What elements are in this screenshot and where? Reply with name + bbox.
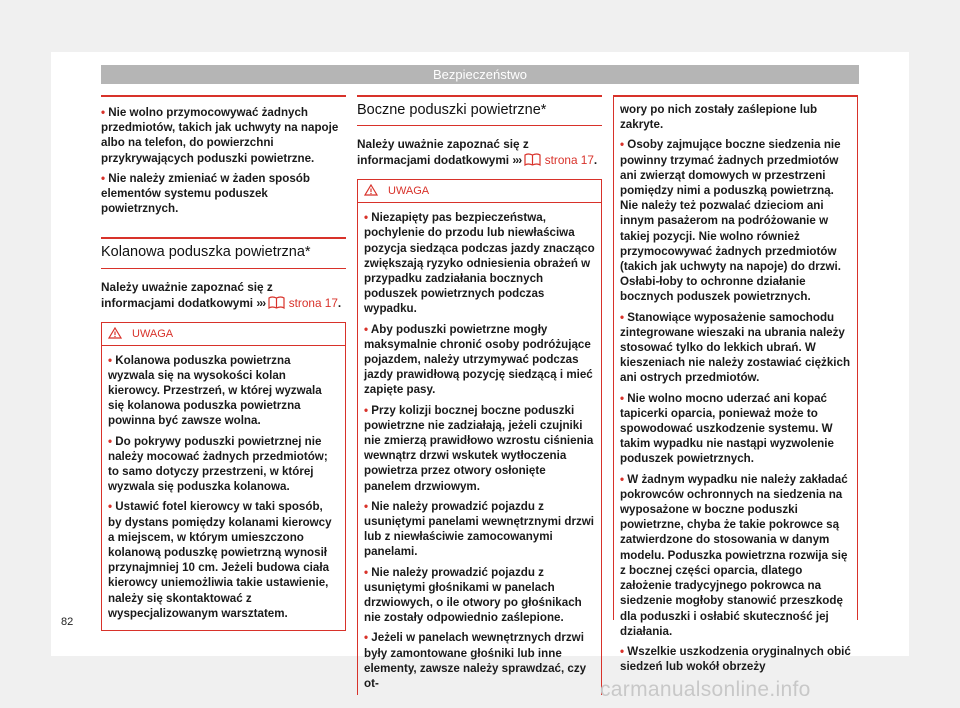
list-item: • Nie należy zmieniać w żaden sposób elementów systemu poduszek powietrznych. <box>101 171 310 216</box>
list-item: • Do pokrywy poduszki powietrznej nie należy mocować żadnych przedmiotów; to samo dotyczy przestrzeni, w której wyzwala się poduszka kolanowa. <box>108 434 328 494</box>
column-top-rule <box>101 95 346 216</box>
page-number: 82 <box>61 616 74 628</box>
bullet-dot: • <box>101 106 106 119</box>
list-item: • Wszelkie uszkodzenia oryginalnych obić siedzeń lub wokół obrzeży <box>620 644 851 674</box>
see-also: Należy uważnie zapoznać się z informacjami dodatkowymi ››› strona 17. <box>101 279 342 310</box>
column-3 <box>613 95 858 674</box>
book-icon <box>268 296 285 309</box>
warning-box <box>101 322 346 631</box>
bullet-dot: • <box>364 499 369 513</box>
list-item: • Nie wolno przymocowywać żadnych przedmiotów, takich jak uchwyty na napoje albo na telefon, do powierzchni przykrywających poduszki powietrzne. <box>101 106 339 165</box>
list-item: • Niezapięty pas bezpieczeństwa, pochylenie do przodu lub niewłaściwa pozycja siedząca podczas jazdy znacząco zwiększają ryzyko odniesienia obrażeń w przypadku zadziałania bocznych poduszek powietrznych podczas wypadku. <box>364 211 595 316</box>
list-item: • Nie należy prowadzić pojazdu z usuniętymi głośnikami w panelach drzwiowych, o ile otwory po głośnikach nie zostały odpowiednio zaślepione. <box>364 565 582 625</box>
warning-triangle-icon <box>108 327 122 339</box>
column-1 <box>101 95 346 631</box>
warning-triangle-icon <box>364 184 378 196</box>
section-title: Kolanowa poduszka powietrzna* <box>101 239 346 268</box>
list-item: • Osoby zajmujące boczne siedzenia nie powinny trzymać żadnych przedmiotów ani zwierząt domowych w przestrzeni pomiędzy nimi a poduszką powietrzną. Nie należy też pozwalać dzieciom ani innym pasażerom na podróżowanie w takiej pozycji. Nie wolno również przymocowywać żadnych przedmiotów (takich jak uchwyty na napoje) do drzwi. Osłabi-łoby to ochronne działanie bocznych poduszek powietrznych. <box>620 138 841 304</box>
list-item: • Nie należy prowadzić pojazdu z usuniętymi panelami wewnętrznymi drzwi lub z niewłaściwie zamocowanymi panelami. <box>364 499 594 559</box>
bullet-dot: • <box>108 353 113 367</box>
bullet-dot: • <box>620 644 625 658</box>
column-2 <box>357 95 602 695</box>
list-item: • Przy kolizji bocznej boczne poduszki powietrzne nie zadziałają, jeżeli czujniki nie zmierzą prawidłowo wzrostu ciśnienia wewnątrz drzwi wskutek wytłoczenia powietrza przez otwory osłonięte panelem drzwiowym. <box>364 403 594 493</box>
page-reference-link[interactable]: strona 17 <box>544 153 594 168</box>
list-item: • Stanowiące wyposażenie samochodu zintegrowane wieszaki na ubrania należy stosować tylko do lekkich ubrań. W kieszeniach nie należy zostawiać ciężkich ani ostrych przedmiotów. <box>620 310 851 385</box>
list-item: • Jeżeli w panelach wewnętrznych drzwi były zamontowane głośniki lub inne elementy, zawsze należy sprawdzać, czy ot- <box>364 631 587 691</box>
list-item: • Aby poduszki powietrzne mogły maksymalnie chronić osoby podróżujące pojazdem, należy utrzymywać podczas jazdy prawidłową pozycję siedzącą i mieć zapięte pasy. <box>364 322 593 397</box>
bullet-dot: • <box>620 472 625 486</box>
list-item: • W żadnym wypadku nie należy zakładać pokrowców ochronnych na siedzenia na wyposażone w boczne poduszki powietrzne, chyba że takie pokrowce są zatwierdzone do stosowania w danym modelu. Poduszka powietrzna rozwija się z bocznej części oparcia, dlatego założenie tradycyjnego pokrowca na siedzenie mogłoby stanowić przeszkodę dla poduszki i osłabić skuteczność jej działania. <box>620 472 848 638</box>
warning-box <box>357 179 602 695</box>
section-title: Boczne poduszki powietrzne* <box>357 97 602 126</box>
see-also: Należy uważnie zapoznać się z informacjami dodatkowymi ››› strona 17. <box>357 137 598 168</box>
bullet-dot: • <box>108 434 113 448</box>
warning-header: UWAGA <box>102 323 345 346</box>
section-rule <box>357 95 602 126</box>
warning-box-continued <box>613 95 858 674</box>
bullet-dot: • <box>364 631 369 645</box>
bullet-dot: • <box>101 171 106 185</box>
bullet-dot: • <box>364 565 369 579</box>
bullet-dot: • <box>364 403 369 417</box>
warning-header: UWAGA <box>358 180 601 203</box>
bullet-dot: • <box>620 310 625 324</box>
section-header: Bezpieczeństwo <box>101 65 859 84</box>
bullet-dot: • <box>620 391 625 405</box>
list-item: • Kolanowa poduszka powietrzna wyzwala się na wysokości kolan kierowcy. Przestrzeń, w której wyzwala się kolanowa poduszka powietrzna powinna być zawsze wolna. <box>108 353 322 428</box>
watermark: carmanualsonline.info <box>600 678 811 701</box>
section-rule <box>101 237 346 268</box>
bullet-dot: • <box>108 500 113 514</box>
list-item: • Nie wolno mocno uderzać ani kopać tapicerki oparcia, ponieważ może to spowodować uszkodzenie systemu. W takim wypadku nie nastąpi wyzwolenie poduszek powietrznych. <box>620 391 834 466</box>
bullet-dot: • <box>620 138 625 152</box>
list-item: • Ustawić fotel kierowcy w taki sposób, by dystans pomiędzy kolanami kierowcy a miejscem, w którym umieszczono kolanową poduszkę powietrzną wynosił przynajmniej 10 cm. Jeżeli budowa ciała kierowcy uniemożliwia takie ustawienie, należy się skontaktować z wyspecjalizowanym warsztatem. <box>108 500 332 620</box>
continued-text: wory po nich zostały zaślepione lub zakryte. <box>620 103 818 132</box>
book-icon <box>524 153 541 166</box>
page-reference-link[interactable]: strona 17 <box>288 295 338 310</box>
bullet-dot: • <box>364 322 369 336</box>
bullet-dot: • <box>364 211 369 225</box>
